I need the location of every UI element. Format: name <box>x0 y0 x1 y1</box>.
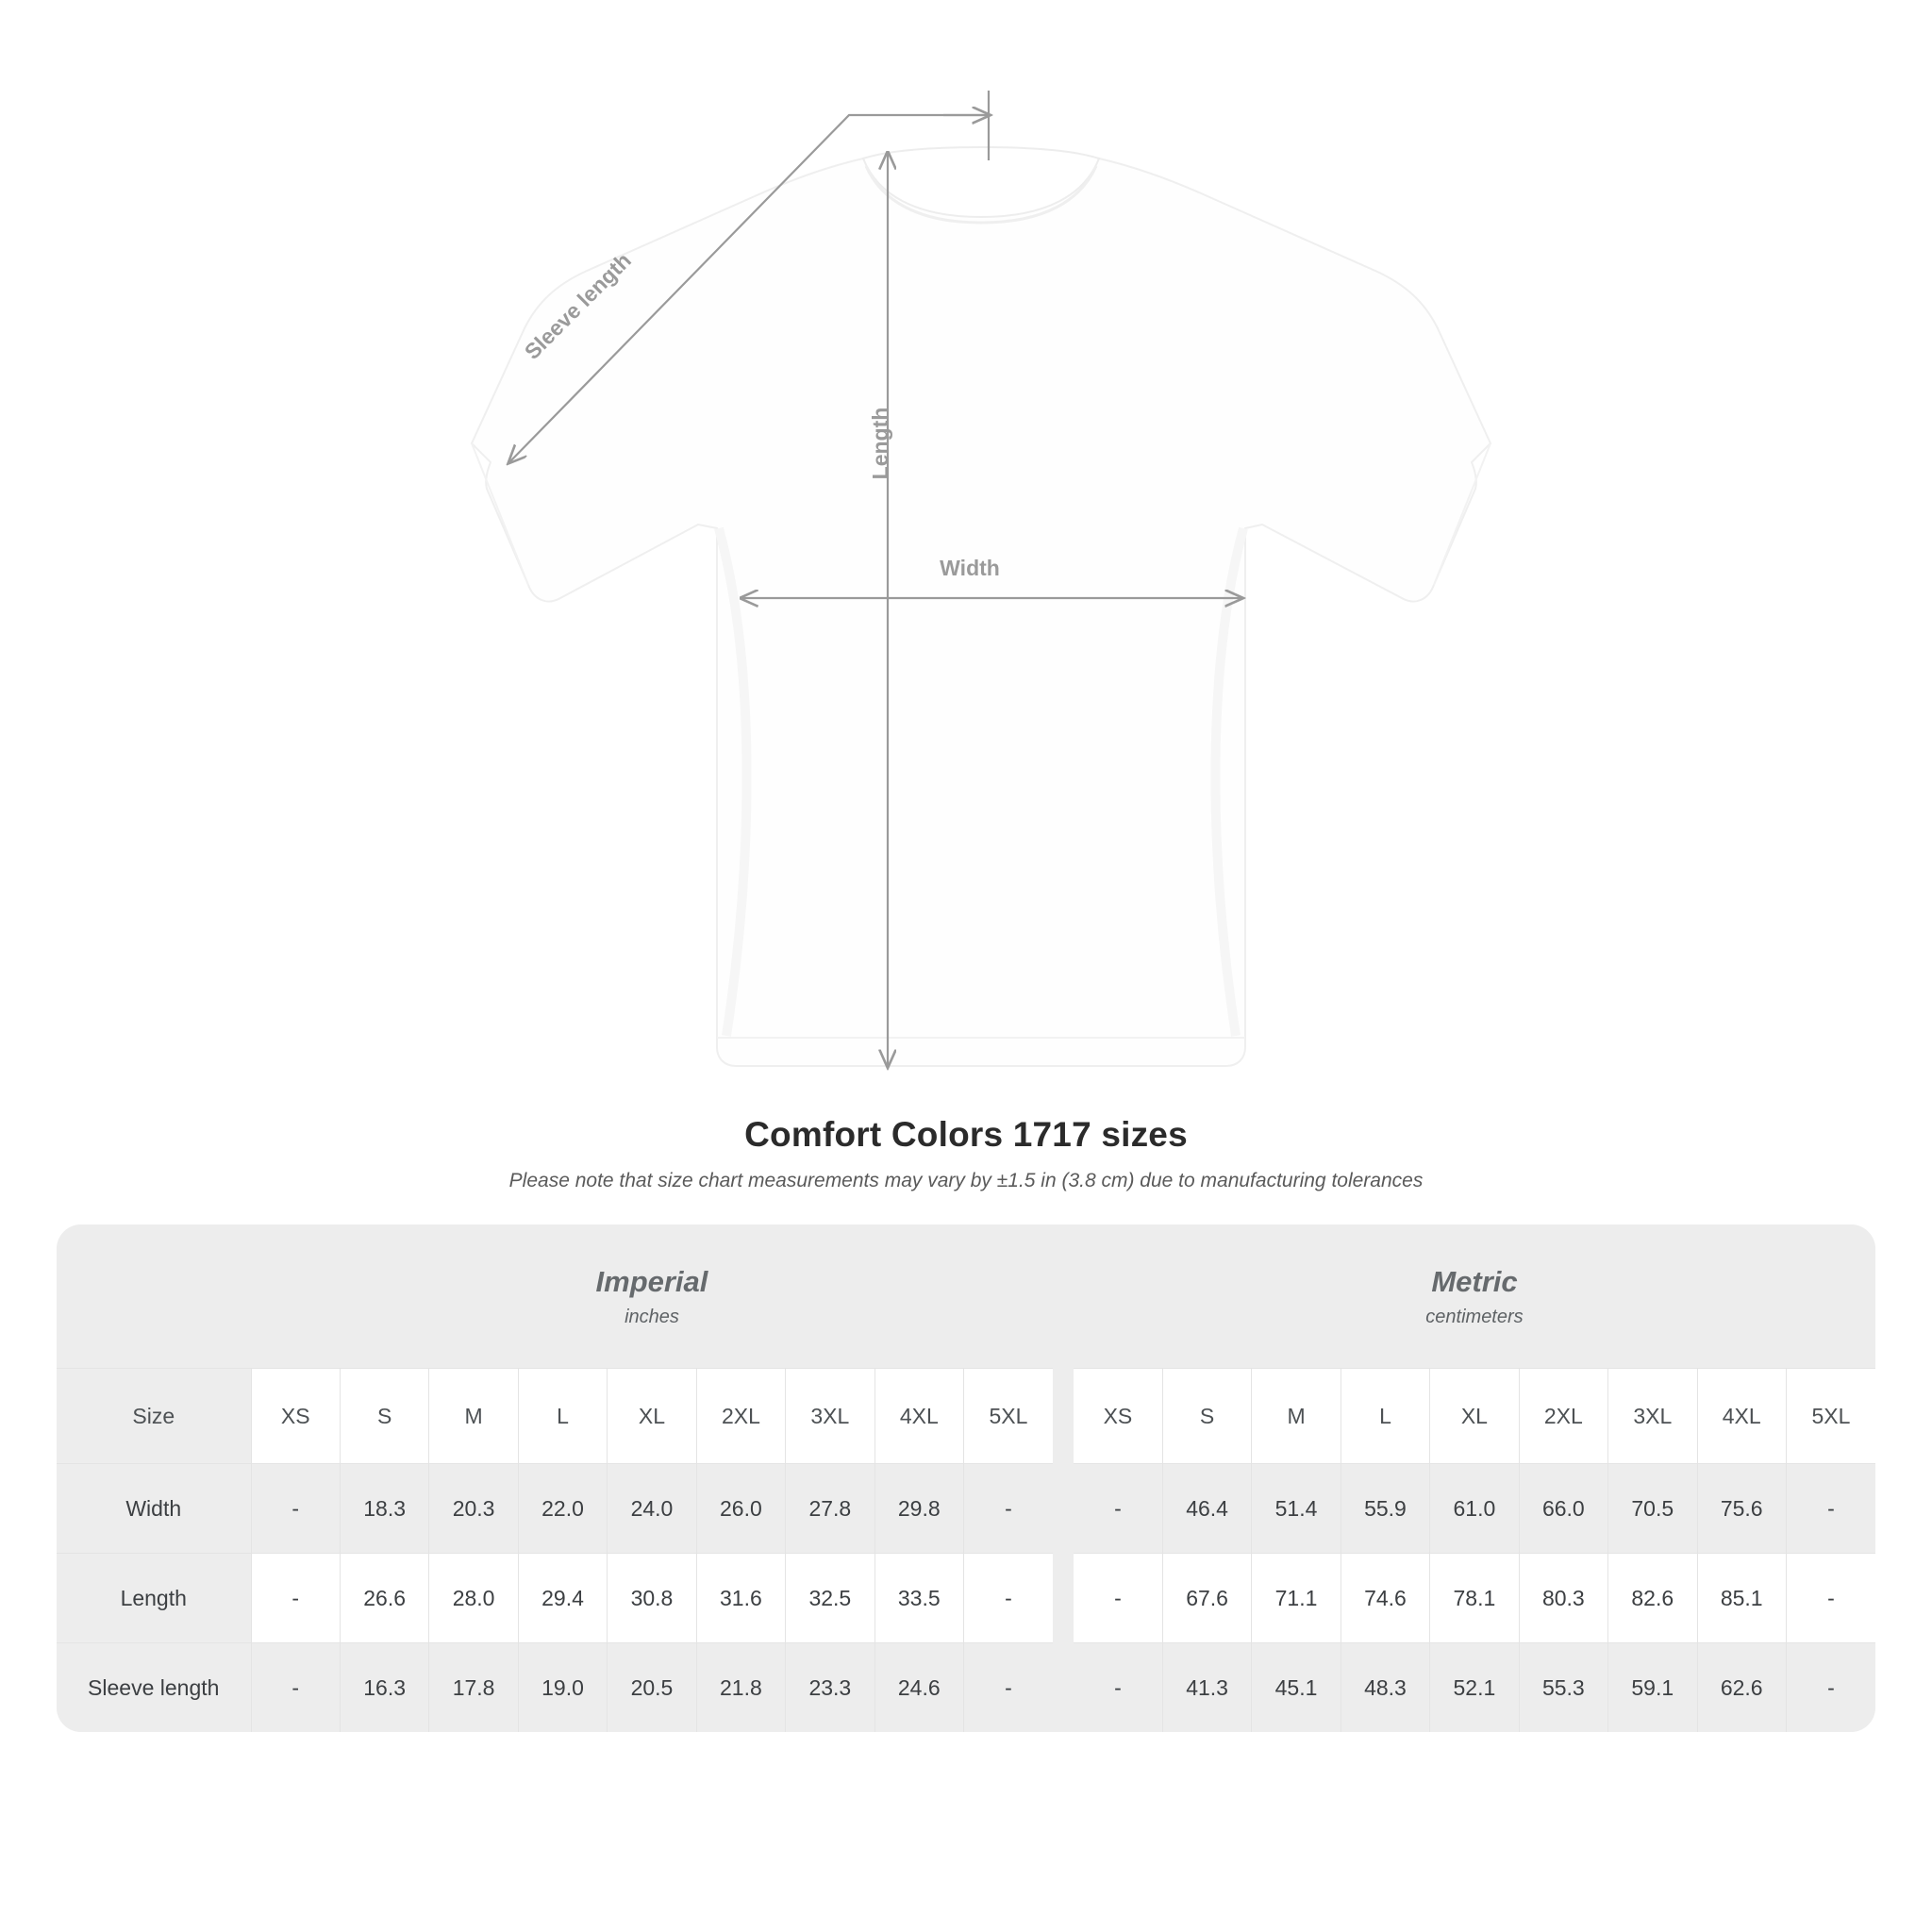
cell-width-imperial-m: 20.3 <box>429 1464 518 1554</box>
cell-width-metric-5xl: - <box>1786 1464 1875 1554</box>
unit-sub-metric: centimeters <box>1425 1306 1524 1327</box>
cell-sleeve-metric-xl: 52.1 <box>1430 1643 1519 1733</box>
chart-title-block <box>0 1115 1932 1192</box>
cell-length-metric-s: 67.6 <box>1162 1554 1251 1643</box>
cell-sleeve-metric-m: 45.1 <box>1252 1643 1341 1733</box>
row-divider <box>1053 1464 1074 1554</box>
cell-width-imperial-5xl: - <box>964 1464 1053 1554</box>
unit-header-row <box>57 1224 1875 1369</box>
cell-sleeve-metric-s: 41.3 <box>1162 1643 1251 1733</box>
cell-sleeve-metric-2xl: 55.3 <box>1519 1643 1607 1733</box>
cell-sleeve-metric-5xl: - <box>1786 1643 1875 1733</box>
chart-note: Please note that size chart measurements may vary by ±1.5 in (3.8 cm) due to manufacturing tolerances <box>508 1170 1424 1191</box>
size-header-imperial-m: M <box>429 1369 518 1464</box>
table-row <box>57 1464 1875 1554</box>
cell-width-imperial-4xl: 29.8 <box>874 1464 963 1554</box>
size-header-metric-l: L <box>1341 1369 1429 1464</box>
cell-width-metric-2xl: 66.0 <box>1519 1464 1607 1554</box>
size-header-imperial-s: S <box>340 1369 428 1464</box>
size-header-imperial-3xl: 3XL <box>786 1369 874 1464</box>
cell-width-imperial-xs: - <box>251 1464 340 1554</box>
cell-length-imperial-2xl: 31.6 <box>696 1554 785 1643</box>
cell-width-metric-m: 51.4 <box>1252 1464 1341 1554</box>
cell-length-imperial-xs: - <box>251 1554 340 1643</box>
size-header-metric-3xl: 3XL <box>1608 1369 1697 1464</box>
cell-sleeve-imperial-4xl: 24.6 <box>874 1643 963 1733</box>
row-divider <box>1053 1554 1074 1643</box>
unit-name-metric: Metric <box>1431 1264 1518 1298</box>
cell-width-imperial-2xl: 26.0 <box>696 1464 785 1554</box>
cell-width-imperial-3xl: 27.8 <box>786 1464 874 1554</box>
unit-header-metric <box>1074 1224 1875 1369</box>
length-label: Length <box>868 407 892 480</box>
cell-sleeve-metric-4xl: 62.6 <box>1697 1643 1786 1733</box>
size-header-metric-4xl: 4XL <box>1697 1369 1786 1464</box>
cell-length-metric-xl: 78.1 <box>1430 1554 1519 1643</box>
cell-sleeve-imperial-3xl: 23.3 <box>786 1643 874 1733</box>
cell-sleeve-metric-3xl: 59.1 <box>1608 1643 1697 1733</box>
size-header-imperial-5xl: 5XL <box>964 1369 1053 1464</box>
size-table-container <box>57 1224 1875 1732</box>
cell-width-metric-4xl: 75.6 <box>1697 1464 1786 1554</box>
cell-length-imperial-5xl: - <box>964 1554 1053 1643</box>
cell-length-metric-4xl: 85.1 <box>1697 1554 1786 1643</box>
cell-width-imperial-l: 22.0 <box>518 1464 607 1554</box>
unit-header-imperial <box>251 1224 1053 1369</box>
cell-sleeve-imperial-s: 16.3 <box>340 1643 428 1733</box>
table-row <box>57 1554 1875 1643</box>
size-header-metric-xs: XS <box>1074 1369 1162 1464</box>
cell-width-metric-3xl: 70.5 <box>1608 1464 1697 1554</box>
cell-width-imperial-xl: 24.0 <box>608 1464 696 1554</box>
size-header-metric-5xl: 5XL <box>1786 1369 1875 1464</box>
cell-length-metric-xs: - <box>1074 1554 1162 1643</box>
row-label-length: Length <box>57 1554 251 1643</box>
cell-length-metric-3xl: 82.6 <box>1608 1554 1697 1643</box>
size-header-metric-m: M <box>1252 1369 1341 1464</box>
cell-width-metric-s: 46.4 <box>1162 1464 1251 1554</box>
chart-title: Comfort Colors 1717 sizes <box>744 1115 1188 1154</box>
cell-length-imperial-3xl: 32.5 <box>786 1554 874 1643</box>
unit-name-imperial: Imperial <box>595 1264 708 1298</box>
size-header-divider <box>1053 1369 1074 1464</box>
cell-sleeve-imperial-xs: - <box>251 1643 340 1733</box>
size-table <box>57 1224 1875 1732</box>
cell-sleeve-imperial-2xl: 21.8 <box>696 1643 785 1733</box>
size-header-metric-2xl: 2XL <box>1519 1369 1607 1464</box>
size-header-imperial-4xl: 4XL <box>874 1369 963 1464</box>
cell-sleeve-imperial-xl: 20.5 <box>608 1643 696 1733</box>
size-header-row <box>57 1369 1875 1464</box>
tshirt-shape <box>472 147 1491 1066</box>
cell-length-metric-2xl: 80.3 <box>1519 1554 1607 1643</box>
cell-width-imperial-s: 18.3 <box>340 1464 428 1554</box>
row-divider <box>1053 1643 1074 1733</box>
cell-length-imperial-4xl: 33.5 <box>874 1554 963 1643</box>
cell-sleeve-imperial-5xl: - <box>964 1643 1053 1733</box>
cell-length-metric-l: 74.6 <box>1341 1554 1429 1643</box>
cell-sleeve-metric-xs: - <box>1074 1643 1162 1733</box>
cell-length-imperial-m: 28.0 <box>429 1554 518 1643</box>
size-header-imperial-xs: XS <box>251 1369 340 1464</box>
unit-sub-imperial: inches <box>625 1306 679 1327</box>
cell-length-metric-5xl: - <box>1786 1554 1875 1643</box>
cell-width-metric-xs: - <box>1074 1464 1162 1554</box>
size-header-metric-s: S <box>1162 1369 1251 1464</box>
unit-header-spacer <box>57 1224 251 1369</box>
cell-width-metric-xl: 61.0 <box>1430 1464 1519 1554</box>
table-row <box>57 1643 1875 1733</box>
cell-sleeve-imperial-m: 17.8 <box>429 1643 518 1733</box>
size-header-imperial-xl: XL <box>608 1369 696 1464</box>
size-header-label: Size <box>57 1369 251 1464</box>
cell-width-metric-l: 55.9 <box>1341 1464 1429 1554</box>
size-header-imperial-2xl: 2XL <box>696 1369 785 1464</box>
cell-length-metric-m: 71.1 <box>1252 1554 1341 1643</box>
unit-header-divider <box>1053 1224 1074 1369</box>
size-header-metric-xl: XL <box>1430 1369 1519 1464</box>
size-header-imperial-l: L <box>518 1369 607 1464</box>
sleeve-length-label: Sleeve length <box>519 247 636 364</box>
cell-sleeve-metric-l: 48.3 <box>1341 1643 1429 1733</box>
cell-length-imperial-l: 29.4 <box>518 1554 607 1643</box>
row-label-width: Width <box>57 1464 251 1554</box>
cell-length-imperial-xl: 30.8 <box>608 1554 696 1643</box>
width-label: Width <box>940 556 1000 580</box>
cell-length-imperial-s: 26.6 <box>340 1554 428 1643</box>
row-label-sleeve-length: Sleeve length <box>57 1643 251 1733</box>
cell-sleeve-imperial-l: 19.0 <box>518 1643 607 1733</box>
